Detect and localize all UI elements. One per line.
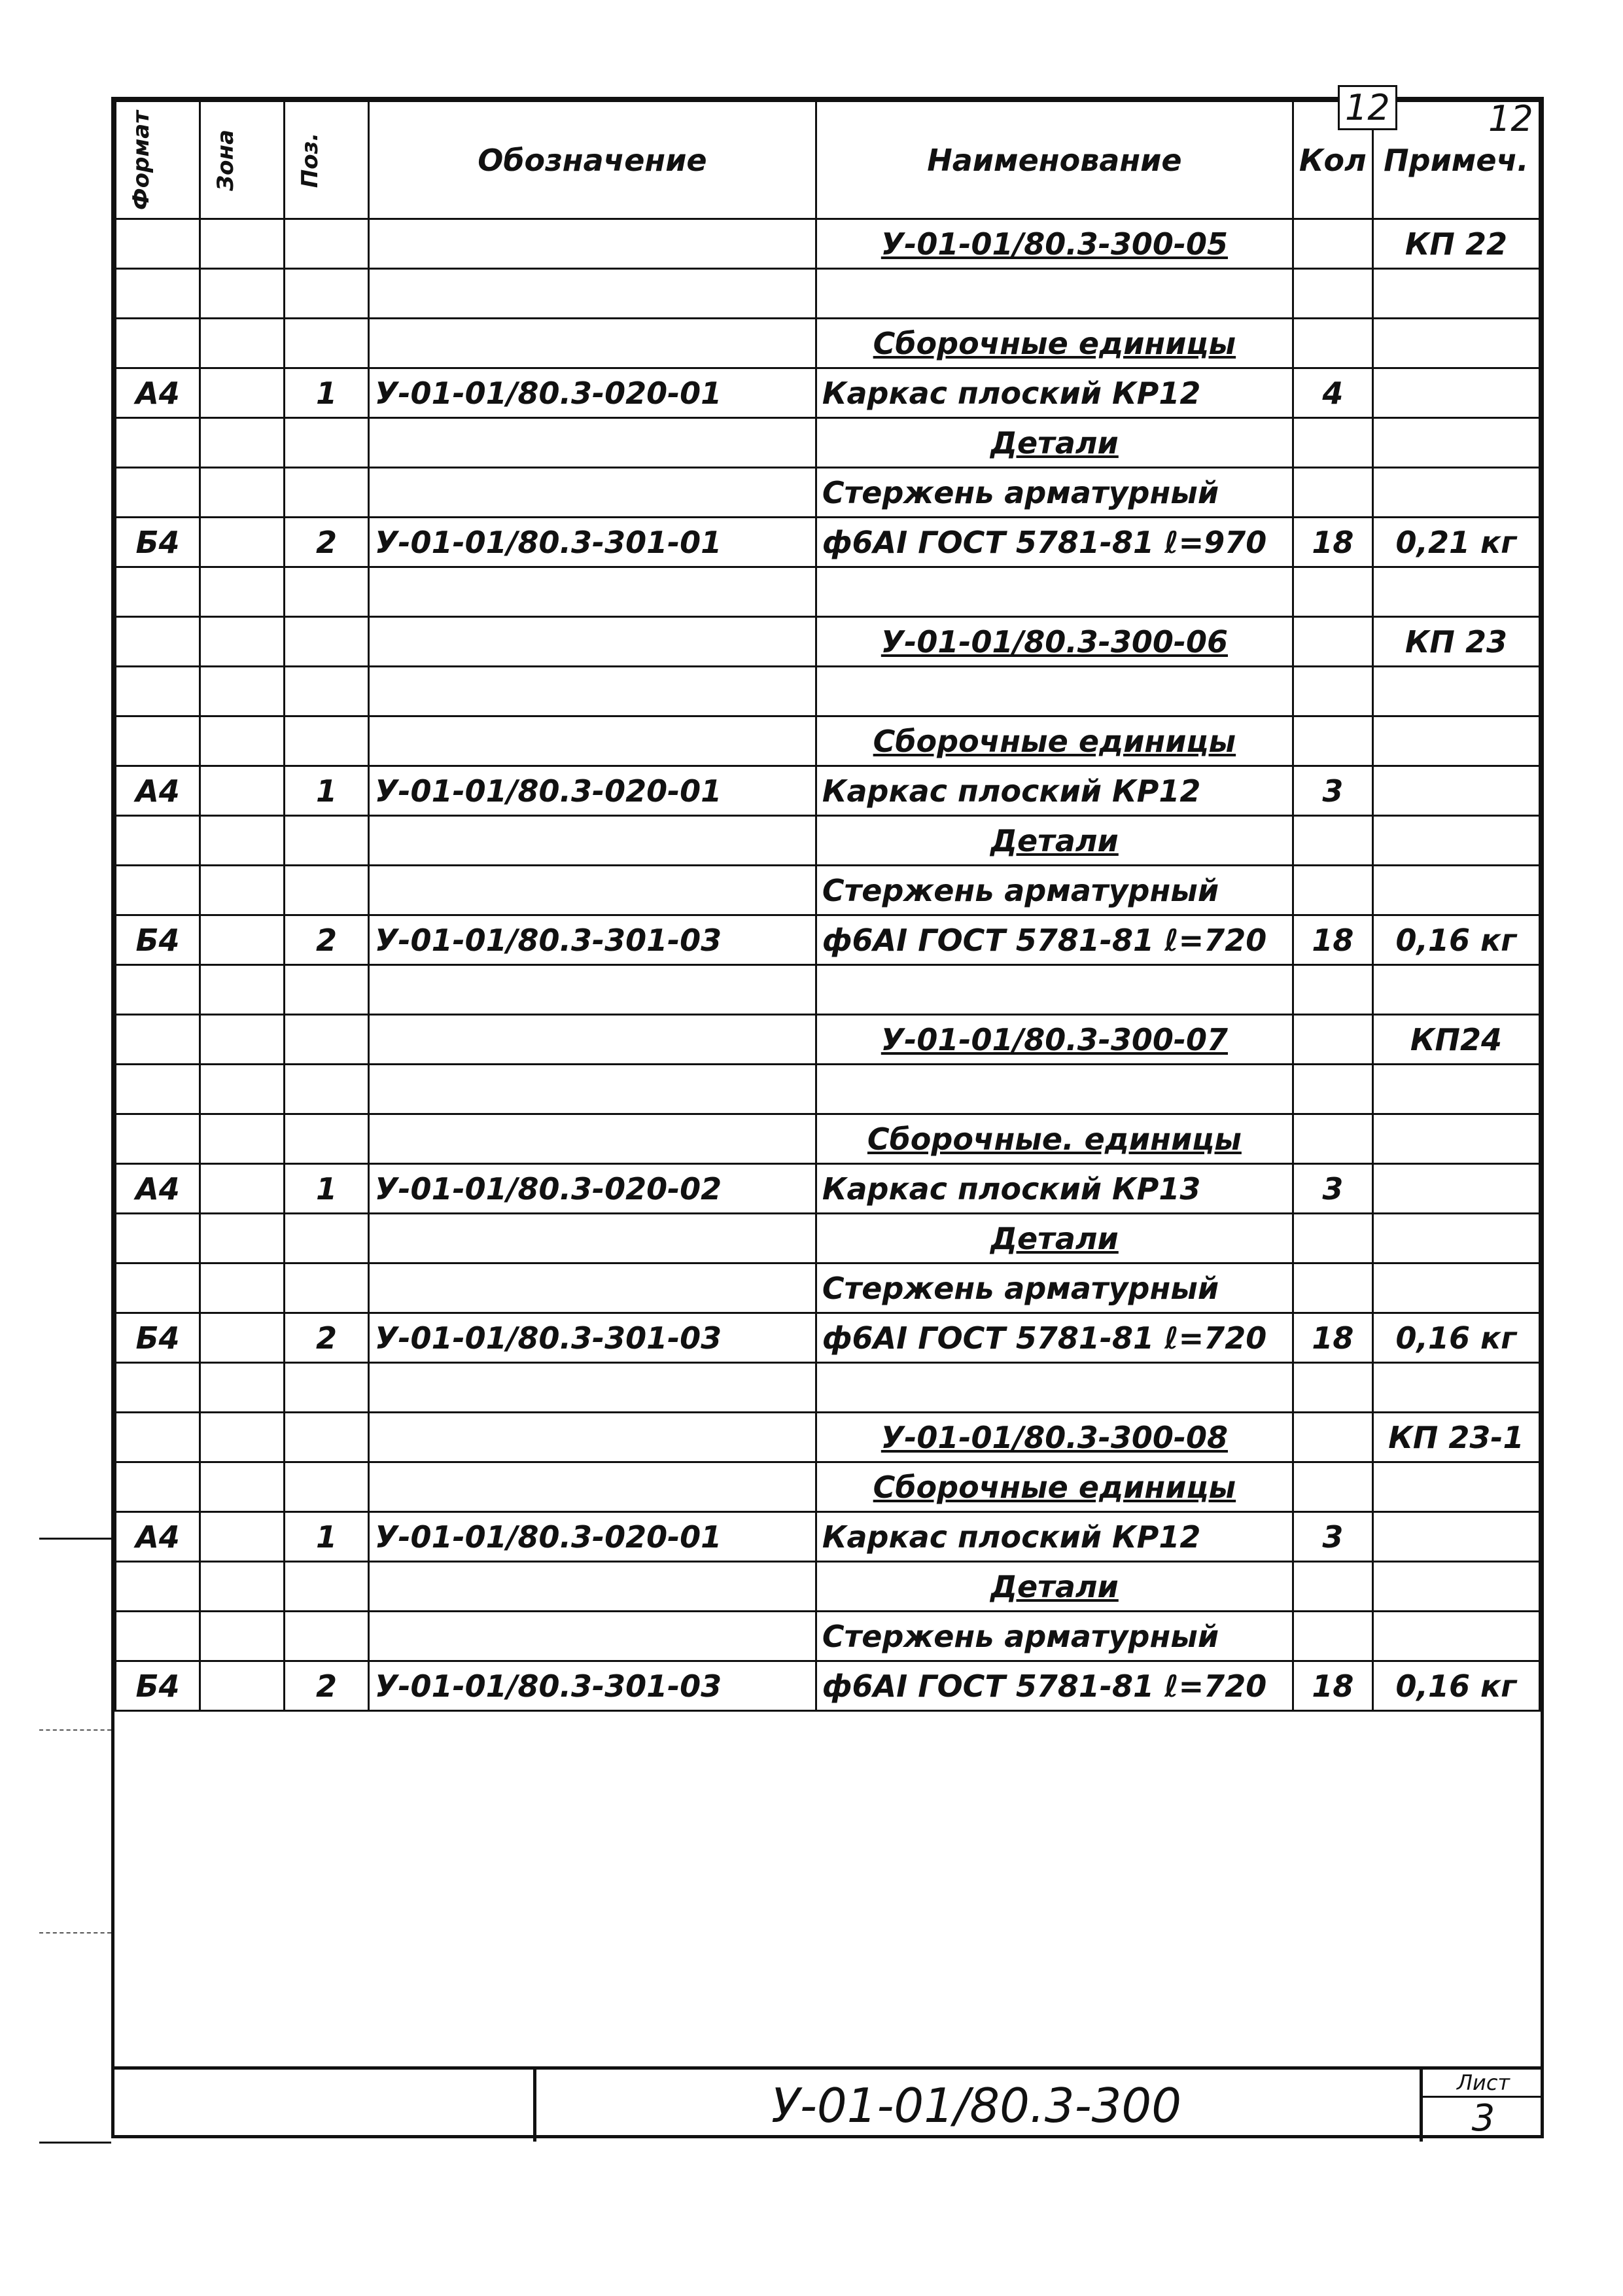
zone-cell — [200, 1363, 285, 1413]
sheet-number-cell — [1420, 2070, 1544, 2142]
designation-cell: У-01-01/80.3-020-02 — [369, 1164, 816, 1214]
name-cell: Детали — [816, 418, 1293, 468]
format-cell — [116, 716, 200, 766]
table-row — [116, 1114, 1540, 1164]
designation-cell — [369, 1562, 816, 1612]
format-cell — [116, 269, 200, 319]
quantity-cell — [1293, 816, 1372, 866]
position-cell — [285, 418, 369, 468]
header-note: Примеч. — [1372, 101, 1539, 219]
note-cell — [1372, 418, 1539, 468]
position-cell — [285, 1214, 369, 1263]
table-row — [116, 567, 1540, 617]
quantity-cell — [1293, 1363, 1372, 1413]
zone-cell — [200, 1164, 285, 1214]
table-row — [116, 716, 1540, 766]
zone-cell — [200, 1462, 285, 1512]
format-cell — [116, 617, 200, 667]
designation-cell — [369, 468, 816, 518]
stamp-divider — [39, 1932, 111, 1934]
quantity-cell — [1293, 219, 1372, 269]
format-cell — [116, 1612, 200, 1661]
name-cell: Детали — [816, 1562, 1293, 1612]
zone-cell — [200, 1065, 285, 1114]
quantity-cell — [1293, 965, 1372, 1015]
page-number-margin: 12 — [1488, 98, 1533, 139]
note-cell — [1372, 468, 1539, 518]
note-cell — [1372, 1363, 1539, 1413]
table-row — [116, 418, 1540, 468]
name-cell: ф6АI ГОСТ 5781-81 ℓ=720 — [816, 1313, 1293, 1363]
zone-cell — [200, 368, 285, 418]
position-cell — [285, 567, 369, 617]
name-cell: ф6АI ГОСТ 5781-81 ℓ=720 — [816, 915, 1293, 965]
title-block-left-cell — [114, 2070, 536, 2142]
name-cell — [816, 1065, 1293, 1114]
quantity-cell: 18 — [1293, 518, 1372, 567]
name-cell: У-01-01/80.3-300-08 — [816, 1413, 1293, 1462]
table-row — [116, 269, 1540, 319]
quantity-cell — [1293, 567, 1372, 617]
note-cell: КП 22 — [1372, 219, 1539, 269]
designation-cell — [369, 219, 816, 269]
format-cell — [116, 567, 200, 617]
name-cell — [816, 965, 1293, 1015]
position-cell — [285, 816, 369, 866]
zone-cell — [200, 1313, 285, 1363]
name-cell: У-01-01/80.3-300-07 — [816, 1015, 1293, 1065]
note-cell — [1372, 667, 1539, 716]
quantity-cell — [1293, 418, 1372, 468]
header-name: Наименование — [816, 101, 1293, 219]
zone-cell — [200, 1661, 285, 1711]
designation-cell — [369, 319, 816, 368]
quantity-cell — [1293, 667, 1372, 716]
format-cell — [116, 1214, 200, 1263]
quantity-cell — [1293, 866, 1372, 915]
note-cell — [1372, 1462, 1539, 1512]
table-row — [116, 1612, 1540, 1661]
note-cell: КП24 — [1372, 1015, 1539, 1065]
position-cell: 2 — [285, 915, 369, 965]
position-cell — [285, 468, 369, 518]
designation-cell — [369, 1363, 816, 1413]
quantity-cell: 3 — [1293, 766, 1372, 816]
note-cell — [1372, 1114, 1539, 1164]
name-cell: Сборочные единицы — [816, 1462, 1293, 1512]
format-cell — [116, 816, 200, 866]
position-cell — [285, 617, 369, 667]
note-cell: 0,16 кг — [1372, 915, 1539, 965]
format-cell — [116, 319, 200, 368]
zone-cell — [200, 219, 285, 269]
table-row — [116, 518, 1540, 567]
name-cell: Стержень арматурный — [816, 1263, 1293, 1313]
format-cell: Б4 — [116, 518, 200, 567]
sheet-number: 3 — [1471, 2097, 1495, 2140]
name-cell: Стержень арматурный — [816, 866, 1293, 915]
designation-cell — [369, 1114, 816, 1164]
note-cell — [1372, 1164, 1539, 1214]
format-cell: А4 — [116, 766, 200, 816]
position-cell: 1 — [285, 1512, 369, 1562]
format-cell — [116, 219, 200, 269]
name-cell: Сборочные. единицы — [816, 1114, 1293, 1164]
format-cell — [116, 866, 200, 915]
position-cell — [285, 1263, 369, 1313]
quantity-cell: 3 — [1293, 1512, 1372, 1562]
quantity-cell — [1293, 319, 1372, 368]
format-cell — [116, 418, 200, 468]
designation-cell — [369, 269, 816, 319]
position-cell — [285, 269, 369, 319]
format-cell: Б4 — [116, 1661, 200, 1711]
zone-cell — [200, 716, 285, 766]
position-cell — [285, 219, 369, 269]
position-cell — [285, 965, 369, 1015]
quantity-cell — [1293, 1015, 1372, 1065]
zone-cell — [200, 816, 285, 866]
header-format: Формат — [116, 101, 200, 219]
designation-cell — [369, 965, 816, 1015]
name-cell: Детали — [816, 1214, 1293, 1263]
table-row — [116, 468, 1540, 518]
binding-stamp-strip — [39, 1538, 111, 2144]
name-cell: Сборочные единицы — [816, 319, 1293, 368]
zone-cell — [200, 567, 285, 617]
zone-cell — [200, 667, 285, 716]
designation-cell — [369, 1065, 816, 1114]
name-cell: Детали — [816, 816, 1293, 866]
note-cell: 0,21 кг — [1372, 518, 1539, 567]
note-cell: КП 23 — [1372, 617, 1539, 667]
zone-cell — [200, 766, 285, 816]
table-row — [116, 1562, 1540, 1612]
table-row — [116, 219, 1540, 269]
format-cell: А4 — [116, 368, 200, 418]
table-row — [116, 1313, 1540, 1363]
name-cell: Стержень арматурный — [816, 468, 1293, 518]
position-cell — [285, 1413, 369, 1462]
position-cell — [285, 319, 369, 368]
quantity-cell: 18 — [1293, 1661, 1372, 1711]
format-cell — [116, 1462, 200, 1512]
quantity-cell — [1293, 1114, 1372, 1164]
table-row — [116, 965, 1540, 1015]
zone-cell — [200, 1562, 285, 1612]
designation-cell — [369, 667, 816, 716]
table-row — [116, 1214, 1540, 1263]
designation-cell — [369, 816, 816, 866]
note-cell — [1372, 816, 1539, 866]
document-code: У-01-01/80.3-300 — [771, 2078, 1182, 2133]
note-cell — [1372, 716, 1539, 766]
table-row — [116, 866, 1540, 915]
name-cell: Каркас плоский КР13 — [816, 1164, 1293, 1214]
format-cell — [116, 965, 200, 1015]
designation-cell — [369, 567, 816, 617]
note-cell — [1372, 319, 1539, 368]
zone-cell — [200, 866, 285, 915]
format-cell — [116, 1015, 200, 1065]
position-cell — [285, 1114, 369, 1164]
designation-cell: У-01-01/80.3-301-01 — [369, 518, 816, 567]
note-cell — [1372, 1214, 1539, 1263]
zone-cell — [200, 1512, 285, 1562]
table-row — [116, 915, 1540, 965]
format-cell — [116, 1263, 200, 1313]
table-header-row — [116, 101, 1540, 219]
position-cell — [285, 1612, 369, 1661]
table-row — [116, 319, 1540, 368]
designation-cell — [369, 418, 816, 468]
name-cell — [816, 269, 1293, 319]
table-body — [116, 219, 1540, 1711]
position-cell: 2 — [285, 1313, 369, 1363]
table-row — [116, 1065, 1540, 1114]
note-cell: 0,16 кг — [1372, 1661, 1539, 1711]
stamp-divider — [39, 1729, 111, 1731]
note-cell — [1372, 1612, 1539, 1661]
name-cell — [816, 1363, 1293, 1413]
header-designation: Обозначение — [369, 101, 816, 219]
table-row — [116, 1413, 1540, 1462]
designation-cell: У-01-01/80.3-020-01 — [369, 368, 816, 418]
table-row — [116, 1661, 1540, 1711]
position-cell: 2 — [285, 1661, 369, 1711]
designation-cell: У-01-01/80.3-301-03 — [369, 1313, 816, 1363]
table-row — [116, 667, 1540, 716]
zone-cell — [200, 1015, 285, 1065]
zone-cell — [200, 1263, 285, 1313]
format-cell: А4 — [116, 1512, 200, 1562]
quantity-cell — [1293, 1562, 1372, 1612]
zone-cell — [200, 468, 285, 518]
table-row — [116, 766, 1540, 816]
quantity-cell — [1293, 1413, 1372, 1462]
name-cell: ф6АI ГОСТ 5781-81 ℓ=970 — [816, 518, 1293, 567]
format-cell: А4 — [116, 1164, 200, 1214]
note-cell — [1372, 269, 1539, 319]
quantity-cell — [1293, 716, 1372, 766]
name-cell: У-01-01/80.3-300-06 — [816, 617, 1293, 667]
quantity-cell — [1293, 269, 1372, 319]
position-cell — [285, 1015, 369, 1065]
format-cell — [116, 1363, 200, 1413]
note-cell — [1372, 368, 1539, 418]
format-cell — [116, 1413, 200, 1462]
quantity-cell: 3 — [1293, 1164, 1372, 1214]
quantity-cell — [1293, 1612, 1372, 1661]
zone-cell — [200, 1214, 285, 1263]
note-cell — [1372, 766, 1539, 816]
quantity-cell: 18 — [1293, 1313, 1372, 1363]
zone-cell — [200, 915, 285, 965]
position-cell — [285, 716, 369, 766]
name-cell: Сборочные единицы — [816, 716, 1293, 766]
designation-cell — [369, 1214, 816, 1263]
format-cell — [116, 1114, 200, 1164]
designation-cell — [369, 617, 816, 667]
specification-sheet — [111, 97, 1544, 2138]
zone-cell — [200, 1114, 285, 1164]
note-cell — [1372, 1512, 1539, 1562]
zone-cell — [200, 269, 285, 319]
position-cell: 1 — [285, 368, 369, 418]
table-row — [116, 1363, 1540, 1413]
name-cell: Каркас плоский КР12 — [816, 766, 1293, 816]
note-cell — [1372, 1065, 1539, 1114]
quantity-cell: 18 — [1293, 915, 1372, 965]
note-cell: КП 23-1 — [1372, 1413, 1539, 1462]
format-cell — [116, 667, 200, 716]
designation-cell — [369, 1612, 816, 1661]
zone-cell — [200, 518, 285, 567]
zone-cell — [200, 1612, 285, 1661]
position-cell — [285, 866, 369, 915]
format-cell: Б4 — [116, 1313, 200, 1363]
designation-cell — [369, 1462, 816, 1512]
designation-cell — [369, 866, 816, 915]
table-row — [116, 617, 1540, 667]
zone-cell — [200, 418, 285, 468]
table-row — [116, 816, 1540, 866]
quantity-cell — [1293, 1065, 1372, 1114]
sheet-label: Лист — [1423, 2070, 1544, 2098]
quantity-cell — [1293, 1263, 1372, 1313]
format-cell — [116, 468, 200, 518]
designation-cell — [369, 1015, 816, 1065]
note-cell — [1372, 567, 1539, 617]
zone-cell — [200, 617, 285, 667]
name-cell — [816, 567, 1293, 617]
header-zone: Зона — [200, 101, 285, 219]
position-cell — [285, 667, 369, 716]
table-row — [116, 1263, 1540, 1313]
format-cell — [116, 1065, 200, 1114]
designation-cell: У-01-01/80.3-301-03 — [369, 915, 816, 965]
format-cell — [116, 1562, 200, 1612]
table-row — [116, 368, 1540, 418]
name-cell: Каркас плоский КР12 — [816, 1512, 1293, 1562]
position-cell: 1 — [285, 1164, 369, 1214]
designation-cell — [369, 1263, 816, 1313]
position-cell — [285, 1363, 369, 1413]
table-row — [116, 1512, 1540, 1562]
position-cell: 2 — [285, 518, 369, 567]
position-cell — [285, 1065, 369, 1114]
table-row — [116, 1462, 1540, 1512]
specification-table — [114, 100, 1541, 1712]
position-cell — [285, 1462, 369, 1512]
name-cell: Каркас плоский КР12 — [816, 368, 1293, 418]
designation-cell — [369, 716, 816, 766]
note-cell: 0,16 кг — [1372, 1313, 1539, 1363]
quantity-cell — [1293, 617, 1372, 667]
quantity-cell: 4 — [1293, 368, 1372, 418]
page-number-boxed: 12 — [1338, 85, 1397, 130]
designation-cell: У-01-01/80.3-020-01 — [369, 1512, 816, 1562]
quantity-cell — [1293, 1462, 1372, 1512]
designation-cell: У-01-01/80.3-301-03 — [369, 1661, 816, 1711]
designation-cell: У-01-01/80.3-020-01 — [369, 766, 816, 816]
zone-cell — [200, 965, 285, 1015]
header-position: Поз. — [285, 101, 369, 219]
name-cell: У-01-01/80.3-300-05 — [816, 219, 1293, 269]
header-quantity: Кол — [1293, 101, 1372, 219]
quantity-cell — [1293, 468, 1372, 518]
name-cell — [816, 667, 1293, 716]
designation-cell — [369, 1413, 816, 1462]
note-cell — [1372, 1263, 1539, 1313]
position-cell — [285, 1562, 369, 1612]
note-cell — [1372, 866, 1539, 915]
zone-cell — [200, 1413, 285, 1462]
quantity-cell — [1293, 1214, 1372, 1263]
title-block — [114, 2066, 1541, 2142]
table-row — [116, 1015, 1540, 1065]
name-cell: ф6АI ГОСТ 5781-81 ℓ=720 — [816, 1661, 1293, 1711]
format-cell: Б4 — [116, 915, 200, 965]
position-cell: 1 — [285, 766, 369, 816]
zone-cell — [200, 319, 285, 368]
note-cell — [1372, 1562, 1539, 1612]
name-cell: Стержень арматурный — [816, 1612, 1293, 1661]
note-cell — [1372, 965, 1539, 1015]
table-row — [116, 1164, 1540, 1214]
